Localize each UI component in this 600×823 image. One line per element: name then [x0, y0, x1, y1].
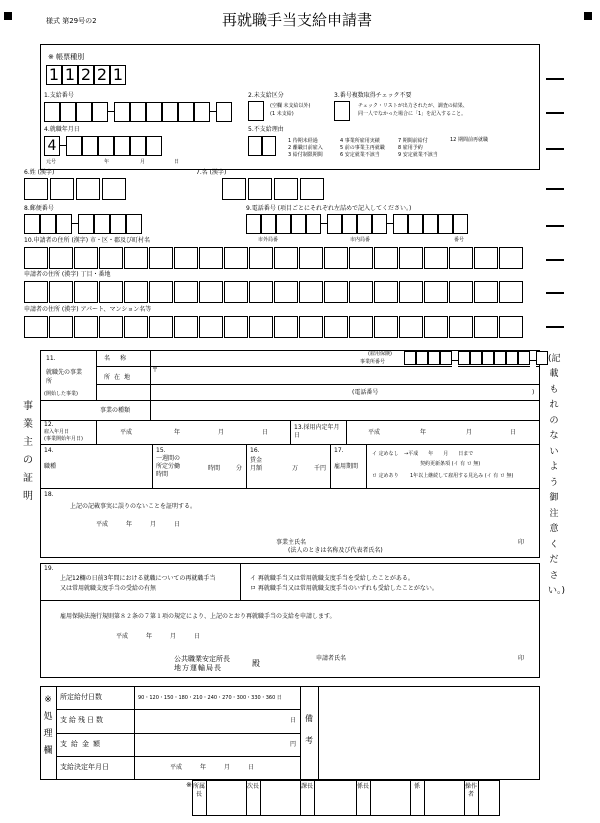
field16-num: 16.: [250, 447, 260, 454]
input-cell[interactable]: [199, 281, 223, 303]
input-cell[interactable]: [449, 281, 473, 303]
input-cell[interactable]: [416, 351, 428, 365]
cell-separator: [108, 102, 114, 122]
field19-answer2: ロ 再就職手当又は常用就職支度手当のいずれも受給したことがない。: [250, 585, 438, 592]
input-cell[interactable]: [98, 136, 114, 156]
field2-option1: (空欄 未支給以外): [270, 103, 311, 109]
remaining-days-label: 支給残日数: [60, 716, 105, 724]
input-cell[interactable]: [299, 247, 323, 269]
timing-mark: [546, 259, 564, 261]
cell-separator: [210, 102, 216, 122]
employer-phone-label: (電話番号: [352, 389, 379, 396]
field17-label: 雇用期間: [334, 463, 359, 470]
form-type-digit: 2: [78, 65, 94, 85]
form-type-digit: 1: [110, 65, 126, 85]
address-cells-1[interactable]: [24, 247, 524, 269]
field19-question1: 上記12欄の日前3年間における就職についての再就職手当: [60, 575, 216, 582]
input-cell[interactable]: [458, 351, 470, 365]
input-cell[interactable]: [74, 247, 98, 269]
field4-month: 月: [140, 159, 146, 165]
input-cell[interactable]: [299, 281, 323, 303]
phone-area-label: 市外局番: [258, 237, 279, 243]
timing-mark: [546, 148, 564, 150]
cell-separator: [321, 214, 327, 234]
input-cell[interactable]: [372, 214, 387, 234]
field16-sen: 千円: [314, 465, 327, 472]
input-cell[interactable]: [536, 351, 548, 365]
approval-label: 係長: [357, 783, 370, 790]
input-cell[interactable]: [114, 102, 130, 122]
input-cell[interactable]: [126, 214, 142, 234]
input-cell[interactable]: [449, 316, 473, 338]
timing-mark: [546, 188, 564, 190]
input-cell[interactable]: [49, 281, 73, 303]
input-cell[interactable]: [349, 247, 373, 269]
field17-renewal: 契約更新条項 (イ 有 ロ 無): [420, 461, 481, 467]
input-cell[interactable]: [224, 281, 248, 303]
input-cell[interactable]: [74, 316, 98, 338]
input-cell[interactable]: [102, 178, 126, 200]
input-cell[interactable]: [470, 351, 482, 365]
input-cell[interactable]: [248, 178, 272, 200]
approval-label: 所属長: [193, 783, 206, 798]
input-cell[interactable]: [276, 214, 291, 234]
input-cell[interactable]: [50, 178, 74, 200]
input-cell[interactable]: [449, 247, 473, 269]
processing-side-label: ※処理欄: [43, 695, 53, 757]
input-cell[interactable]: [66, 136, 82, 156]
input-cell[interactable]: [274, 281, 298, 303]
form-type-cells: [46, 65, 126, 85]
field4-cells[interactable]: [44, 136, 162, 156]
phone-cells[interactable]: [246, 214, 468, 234]
input-cell[interactable]: [291, 214, 306, 234]
addressee-1: 公共職業安定所長: [174, 655, 230, 663]
field14-num: 14.: [44, 447, 54, 454]
timing-mark: [546, 292, 564, 294]
field5-label: 5.不支給理由: [248, 126, 284, 133]
input-cell[interactable]: [24, 316, 48, 338]
input-cell[interactable]: [99, 247, 123, 269]
approval-label: 係: [413, 783, 420, 790]
field4-era: 元号: [46, 159, 57, 165]
timing-mark: [546, 225, 564, 227]
input-cell[interactable]: [306, 214, 321, 234]
input-cell[interactable]: [216, 102, 232, 122]
field13-label: 13.採用内定年月日: [294, 424, 340, 439]
phone-local-label: 市内局番: [350, 237, 371, 243]
input-cell[interactable]: [76, 102, 92, 122]
input-cell[interactable]: [474, 247, 498, 269]
input-cell[interactable]: [130, 102, 146, 122]
input-cell[interactable]: [424, 281, 448, 303]
benefit-days-label: 所定給付日数: [60, 693, 102, 701]
approval-label: 操作者: [465, 783, 478, 798]
phone-number-label: 番号: [454, 237, 465, 243]
form-type-digit: 1: [46, 65, 62, 85]
field17-option-a: イ 定めなし: [372, 451, 399, 457]
employer-seal: 印: [518, 539, 525, 546]
field15-minutes: 分: [236, 465, 243, 472]
input-cell[interactable]: [342, 214, 357, 234]
input-cell[interactable]: [399, 316, 423, 338]
form-type-digit: 1: [62, 65, 78, 85]
addressee-dono: 殿: [252, 659, 260, 668]
input-cell[interactable]: [174, 281, 198, 303]
applicant-seal: 印: [518, 655, 525, 662]
input-cell[interactable]: [78, 214, 94, 234]
input-cell[interactable]: [49, 316, 73, 338]
field11-num: 11.: [46, 355, 56, 362]
input-cell[interactable]: [494, 351, 506, 365]
field7-label: 7.名 (漢字): [196, 169, 227, 176]
input-cell[interactable]: [130, 136, 146, 156]
address-cells-2[interactable]: [24, 281, 524, 303]
input-cell[interactable]: [453, 214, 468, 234]
address-label-2: 申請者の住所 (漢字) 丁目・番地: [24, 271, 111, 278]
input-cell[interactable]: [149, 281, 173, 303]
input-cell[interactable]: [94, 214, 110, 234]
timing-mark: [546, 326, 564, 328]
input-cell[interactable]: [99, 281, 123, 303]
input-cell[interactable]: [24, 214, 40, 234]
input-cell[interactable]: [424, 316, 448, 338]
input-cell[interactable]: [124, 281, 148, 303]
field13-year: 年: [420, 429, 427, 436]
input-cell[interactable]: [374, 316, 398, 338]
field17-continuation: 1年以上継続して雇用する見込み (イ 有 ロ 無): [410, 473, 514, 479]
field12-num: 12.: [44, 421, 54, 428]
input-cell[interactable]: [424, 247, 448, 269]
field16-label1: 賃金: [250, 457, 263, 464]
input-cell[interactable]: [327, 214, 342, 234]
field13-month: 月: [466, 429, 473, 436]
addressee-2: 地方運輸局長: [174, 664, 222, 672]
input-cell[interactable]: [249, 316, 273, 338]
field5-cells[interactable]: [248, 136, 276, 156]
field17-num: 17.: [334, 447, 344, 454]
field12-sub: (事業開始年月日): [44, 436, 83, 442]
input-cell[interactable]: [224, 247, 248, 269]
office-number-label1: (雇用保険): [368, 351, 392, 357]
field9-label: 9.電話番号 (項目ごとにそれぞれ左詰めで記入してください。): [246, 205, 412, 212]
cell-separator: [530, 351, 536, 371]
input-cell[interactable]: [224, 316, 248, 338]
office-number-label2: 事業所番号: [360, 359, 386, 365]
input-cell[interactable]: [74, 281, 98, 303]
field15-label1: 一週間の: [156, 455, 181, 462]
application-text: 雇用保険法施行規則第８２条の７第１項の規定により、上記のとおり再就職手当の支給を申請します。: [60, 613, 336, 620]
approvals-mark: ※: [186, 781, 192, 789]
field5-reasons-col2: 4 事業所雇用実績 5 前の事業主再就職 6 安定就業不該当: [340, 138, 385, 158]
input-cell[interactable]: [146, 136, 162, 156]
cell-separator: [60, 136, 66, 156]
input-cell[interactable]: [174, 316, 198, 338]
decision-date-value: 平成 年 月 日: [170, 764, 255, 771]
cell-separator: [452, 351, 458, 371]
field19-num: 19.: [44, 565, 54, 572]
employer-owner-sub: (法人のときは名称及び代表者氏名): [288, 547, 383, 554]
certification-date: 平成 年 月 日: [96, 521, 181, 528]
field8-label: 8.郵便番号: [24, 205, 54, 212]
employer-phone-close: ): [532, 389, 535, 396]
input-cell[interactable]: 4: [44, 136, 60, 156]
input-cell[interactable]: [199, 247, 223, 269]
approval-label: 次長: [247, 783, 260, 790]
field5-reasons-col1: 1 待期未経過 2 離職日前雇入 3 給付制限期間: [288, 138, 323, 158]
input-cell[interactable]: [428, 351, 440, 365]
registration-mark-right: [584, 12, 592, 20]
input-cell[interactable]: [300, 178, 324, 200]
input-cell[interactable]: [162, 102, 178, 122]
input-cell[interactable]: [149, 316, 173, 338]
input-cell[interactable]: [349, 316, 373, 338]
postal-mark: 〒: [152, 367, 159, 374]
approvals-frame: [192, 780, 500, 816]
form-number: 様式 第29号の2: [46, 17, 97, 25]
input-cell[interactable]: [92, 102, 108, 122]
postal-cells[interactable]: [24, 214, 142, 234]
certification-text: 上記の記載事実に誤りのないことを証明する。: [70, 503, 197, 510]
amount-label: 支給金額: [60, 740, 104, 748]
registration-mark-left: [4, 12, 12, 20]
remarks-label: 備考: [305, 714, 313, 746]
input-cell[interactable]: [82, 136, 98, 156]
input-cell[interactable]: [261, 214, 276, 234]
input-cell[interactable]: [506, 351, 518, 365]
field17-until: →平成 年 月 日まで: [404, 451, 474, 457]
input-cell[interactable]: [299, 316, 323, 338]
employer-side-label: 事業主の証明: [23, 401, 33, 502]
input-cell[interactable]: [499, 247, 523, 269]
employer-office-sub: (開始した事業): [44, 391, 78, 397]
field12-label: 雇入年月日: [44, 429, 70, 435]
input-cell[interactable]: [146, 102, 162, 122]
input-cell[interactable]: [60, 102, 76, 122]
field13-era: 平成: [368, 429, 381, 436]
input-cell[interactable]: [474, 316, 498, 338]
cell-separator: [387, 214, 393, 234]
input-cell[interactable]: [274, 247, 298, 269]
input-cell[interactable]: [482, 351, 494, 365]
input-cell[interactable]: [349, 281, 373, 303]
approval-label: 課長: [301, 783, 314, 790]
input-cell[interactable]: [474, 281, 498, 303]
field3-cell[interactable]: [334, 101, 350, 121]
employer-address-label: 所在地: [104, 374, 135, 381]
field3-label: 3.番号複数取得チェック不要: [334, 92, 412, 99]
remaining-days-unit: 日: [290, 717, 297, 724]
input-cell[interactable]: [124, 247, 148, 269]
field4-label: 4.就職年月日: [44, 126, 80, 133]
field13-day: 日: [510, 429, 517, 436]
employer-office-label: 就職先の事業所: [46, 369, 83, 385]
input-cell[interactable]: [423, 214, 438, 234]
input-cell[interactable]: [56, 214, 72, 234]
field12-era: 平成: [120, 429, 133, 436]
address-cells-3[interactable]: [24, 316, 524, 338]
field5-reasons-col4: 12 期間前再就職: [450, 137, 488, 143]
employer-name-label: 名称: [104, 355, 137, 362]
business-type-label: 事業の種類: [100, 407, 131, 414]
field16-man: 万: [292, 465, 299, 472]
input-cell[interactable]: [274, 316, 298, 338]
input-cell[interactable]: [324, 281, 348, 303]
field2-cell[interactable]: [248, 101, 264, 121]
application-date: 平成 年 月 日: [116, 633, 201, 640]
input-cell[interactable]: [249, 247, 273, 269]
input-cell[interactable]: [49, 247, 73, 269]
field15-num: 15.: [156, 447, 166, 454]
employer-owner-label: 事業主氏名: [276, 539, 307, 546]
input-cell[interactable]: [222, 178, 246, 200]
field19-frame: [40, 563, 540, 601]
input-cell[interactable]: [393, 214, 408, 234]
form-title: 再就職手当支給申請書: [222, 11, 373, 29]
address-label-1: 10.申請者の住所 (漢字) 市・区・郡及び町村名: [24, 237, 151, 244]
input-cell[interactable]: [24, 247, 48, 269]
input-cell[interactable]: [518, 351, 530, 365]
input-cell[interactable]: [357, 214, 372, 234]
right-instruction-note: (記載もれのないよう御注意ください。): [548, 354, 566, 597]
office-number-cells[interactable]: [404, 351, 548, 371]
input-cell[interactable]: [44, 102, 60, 122]
input-cell[interactable]: [110, 214, 126, 234]
field19-question2: 又は常用就職支度手当の受給の有無: [60, 585, 157, 592]
timing-mark: [546, 78, 564, 80]
input-cell[interactable]: [404, 351, 416, 365]
input-cell[interactable]: [149, 247, 173, 269]
field15-hours: 時間: [208, 465, 221, 472]
input-cell[interactable]: [399, 247, 423, 269]
field5-reasons-col3: 7 期間前給付 8 雇用予約 9 安定就業不該当: [398, 138, 438, 158]
field15-label3: 時間: [156, 471, 169, 478]
input-cell[interactable]: [324, 247, 348, 269]
field16-label2: 月額: [250, 465, 263, 472]
input-cell[interactable]: [40, 214, 56, 234]
input-cell[interactable]: [438, 214, 453, 234]
input-cell[interactable]: [76, 178, 100, 200]
decision-date-label: 支給決定年月日: [60, 763, 109, 771]
input-cell[interactable]: [324, 316, 348, 338]
field12-month: 月: [218, 429, 225, 436]
input-cell[interactable]: [408, 214, 423, 234]
input-cell[interactable]: [199, 316, 223, 338]
input-cell[interactable]: [499, 281, 523, 303]
field18-num: 18.: [44, 491, 54, 498]
field19-answer1: イ 再就職手当又は常用就職支度手当を受給したことがある。: [250, 575, 414, 582]
field6-label: 6.姓 (漢字): [24, 169, 55, 176]
input-cell[interactable]: [499, 316, 523, 338]
input-cell[interactable]: [99, 316, 123, 338]
input-cell[interactable]: [374, 281, 398, 303]
field3-note2: 同一人でなかった場合に「1」を記入すること。: [358, 111, 467, 117]
input-cell[interactable]: [124, 316, 148, 338]
field12-day: 日: [262, 429, 269, 436]
field3-note1: チェック・リストが出力されたが、調査の結果、: [358, 103, 468, 109]
address-label-3: 申請者の住所 (漢字) アパート、マンション名等: [24, 306, 152, 313]
field15-label2: 所定労働: [156, 463, 181, 470]
field2-label: 2.未支給区分: [248, 92, 284, 99]
input-cell[interactable]: [246, 214, 261, 234]
surname-cells[interactable]: [24, 178, 128, 200]
field17-option-b: ロ 定めあり: [372, 473, 399, 479]
form-type-digit: 2: [94, 65, 110, 85]
amount-unit: 円: [290, 741, 297, 748]
cell-separator: [72, 214, 78, 234]
input-cell[interactable]: [174, 247, 198, 269]
field1-label: 1.支給番号: [44, 92, 74, 99]
input-cell[interactable]: [399, 281, 423, 303]
field2-option2: (1 未支給): [270, 111, 294, 117]
field1-cells[interactable]: [44, 102, 232, 122]
input-cell[interactable]: [274, 178, 298, 200]
field14-label: 職種: [44, 463, 57, 470]
field4-year: 年: [104, 159, 110, 165]
input-cell[interactable]: [178, 102, 194, 122]
input-cell[interactable]: [374, 247, 398, 269]
input-cell[interactable]: [114, 136, 130, 156]
input-cell[interactable]: [440, 351, 452, 365]
input-cell[interactable]: [24, 281, 48, 303]
input-cell[interactable]: [249, 281, 273, 303]
input-cell[interactable]: [24, 178, 48, 200]
field4-day: 日: [174, 159, 180, 165]
form-type-label: ※ 帳票種別: [48, 53, 85, 61]
timing-mark: [546, 112, 564, 114]
applicant-name-label: 申請者氏名: [316, 655, 347, 662]
input-cell[interactable]: [194, 102, 210, 122]
given-name-cells[interactable]: [222, 178, 326, 200]
field12-year: 年: [174, 429, 181, 436]
benefit-days-values: 90・120・150・180・210・240・270・300・330・360 日: [138, 695, 282, 701]
